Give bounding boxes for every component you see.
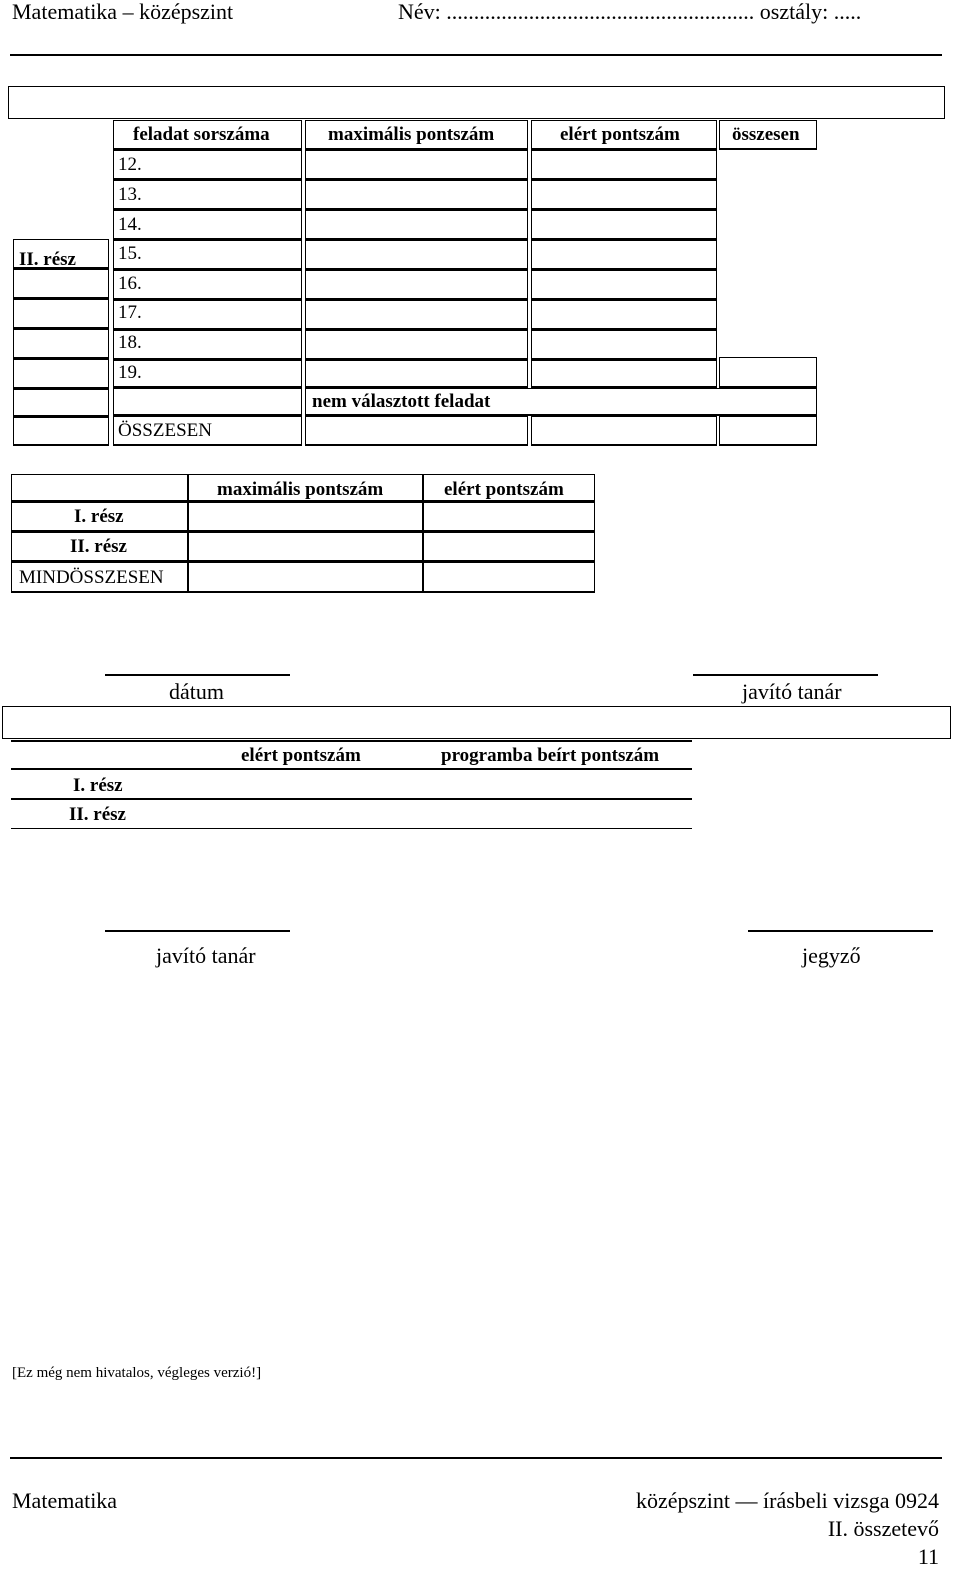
table3-header-achieved: elért pontszám — [241, 745, 361, 766]
table2-achieved-cell[interactable] — [423, 532, 595, 562]
table2-achieved-cell[interactable] — [423, 502, 595, 532]
table1-max-cell[interactable] — [305, 240, 528, 270]
table1-achieved-cell[interactable] — [531, 150, 717, 180]
grader-label-2: javító tanár — [156, 943, 256, 968]
table1-row-number: 14. — [118, 214, 142, 235]
grader-signature-line — [693, 674, 878, 676]
grader-label: javító tanár — [742, 679, 842, 704]
table1-header-max: maximális pontszám — [328, 124, 495, 145]
grader-signature-line-2 — [105, 930, 290, 932]
table3-row-label: I. rész — [73, 775, 123, 796]
table1-max-cell[interactable] — [305, 180, 528, 210]
table1-header-total: összesen — [732, 124, 800, 145]
table2-header-max: maximális pontszám — [217, 479, 384, 500]
table2-achieved-cell[interactable] — [423, 562, 595, 593]
date-label: dátum — [169, 679, 224, 704]
table1-grand-total-cell[interactable] — [719, 416, 817, 446]
table1-achieved-cell[interactable] — [531, 180, 717, 210]
table2-max-cell[interactable] — [188, 502, 423, 532]
table1-not-chosen-label: nem választott feladat — [312, 391, 491, 412]
table1-achieved-cell[interactable] — [531, 240, 717, 270]
table1-max-cell[interactable] — [305, 270, 528, 300]
table1-header-task: feladat sorszáma — [133, 124, 270, 145]
table1-max-cell[interactable] — [305, 300, 528, 330]
table3-top-rule — [11, 740, 692, 742]
footer-divider — [10, 1457, 942, 1459]
table1-blank-cell — [113, 388, 302, 416]
table1-total-label: ÖSSZESEN — [118, 420, 212, 441]
table1-section-cell — [13, 329, 109, 359]
table1-row-number: 12. — [118, 154, 142, 175]
table1-achieved-cell[interactable] — [531, 360, 717, 388]
table1-section-cell — [13, 389, 109, 417]
notary-label: jegyző — [802, 943, 861, 968]
table2-row-label: II. rész — [70, 536, 127, 557]
table3-banner — [2, 706, 951, 739]
table1-achieved-cell[interactable] — [531, 300, 717, 330]
table1-total-max-cell[interactable] — [305, 416, 528, 446]
table1-section-cell — [13, 269, 109, 299]
header-subject: Matematika – középszint — [12, 0, 234, 24]
table2-corner-cell — [11, 474, 188, 502]
table2-max-cell[interactable] — [188, 562, 423, 593]
header-divider — [10, 54, 942, 56]
table1-section-cell — [13, 299, 109, 329]
table1-total-achieved-cell[interactable] — [531, 416, 717, 446]
table3-header-program: programba beírt pontszám — [441, 745, 660, 766]
notary-signature-line — [748, 930, 933, 932]
table1-max-cell[interactable] — [305, 210, 528, 240]
footer-exam: középszint — írásbeli vizsga 0924 — [635, 1488, 939, 1513]
date-signature-line — [105, 674, 290, 676]
table2-row-label: MINDÖSSZESEN — [19, 567, 164, 588]
table1-row-number: 17. — [118, 302, 142, 323]
table1-banner — [8, 86, 945, 119]
table2-header-achieved: elért pontszám — [444, 479, 564, 500]
table1-section-cell — [13, 359, 109, 389]
table1-row-number: 18. — [118, 332, 142, 353]
table1-achieved-cell[interactable] — [531, 210, 717, 240]
table1-header-achieved: elért pontszám — [560, 124, 680, 145]
table1-row-number: 13. — [118, 184, 142, 205]
table3-bottom-rule — [11, 828, 692, 829]
table1-achieved-cell[interactable] — [531, 270, 717, 300]
table1-max-cell[interactable] — [305, 330, 528, 360]
table1-achieved-cell[interactable] — [531, 330, 717, 360]
table2-row-label: I. rész — [74, 506, 124, 527]
table1-total-cell[interactable] — [719, 357, 817, 388]
table1-row-number: 15. — [118, 243, 142, 264]
table3-row-label: II. rész — [69, 804, 126, 825]
table1-max-cell[interactable] — [305, 150, 528, 180]
footer-component: II. összetevő — [827, 1516, 939, 1541]
table1-section-label: II. rész — [19, 249, 76, 270]
table1-row-number: 19. — [118, 362, 142, 383]
table1-max-cell[interactable] — [305, 360, 528, 388]
page-number: 11 — [917, 1544, 939, 1569]
header-name-field[interactable]: Név: ........................................................ osztály: ..... — [398, 0, 862, 24]
footer-subject: Matematika — [12, 1488, 118, 1513]
table1-section-cell — [13, 417, 109, 446]
draft-notice: [Ez még nem hivatalos, végleges verzió!] — [12, 1365, 262, 1381]
table3-rule — [11, 768, 692, 770]
table2-max-cell[interactable] — [188, 532, 423, 562]
table3-rule — [11, 798, 692, 800]
table1-row-number: 16. — [118, 273, 142, 294]
